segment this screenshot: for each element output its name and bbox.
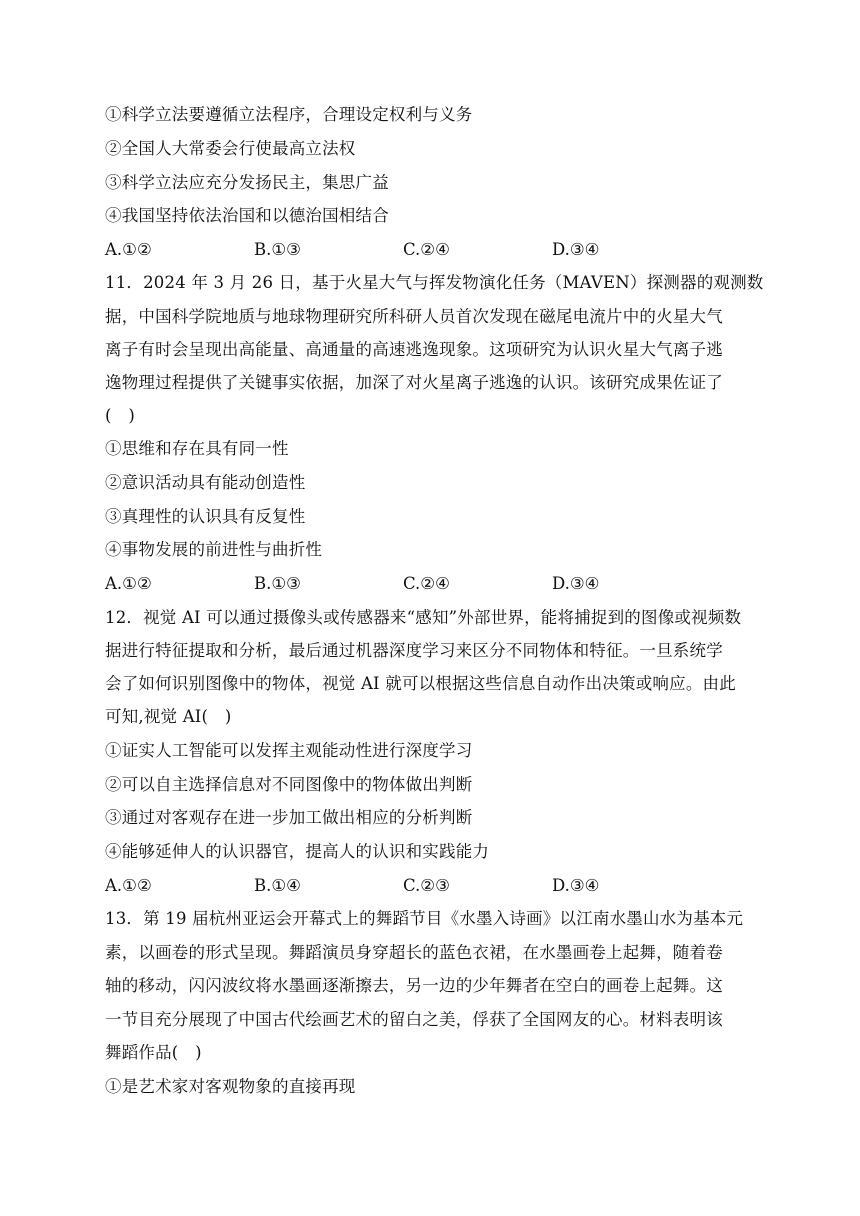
q10-option-2: ②全国人大常委会行使最高立法权 — [105, 139, 356, 158]
q11-option-2: ②意识活动具有能动创造性 — [105, 473, 306, 492]
q11-option-4: ④事物发展的前进性与曲折性 — [105, 540, 323, 559]
q10-choices — [105, 240, 785, 260]
q12-option-3: ③通过对客观存在进一步加工做出相应的分析判断 — [105, 808, 473, 827]
q10-choice-d: D.③④ — [552, 240, 600, 259]
q11-stem-line-4: 逸物理过程提供了关键事实依据，加深了对火星离子逃逸的认识。该研究成果佐证了 — [105, 373, 723, 392]
q11-option-3: ③真理性的认识具有反复性 — [105, 507, 306, 526]
q13-stem-line-4: 一节目充分展现了中国古代绘画艺术的留白之美，俘获了全国网友的心。材料表明该 — [105, 1010, 723, 1029]
q10-choice-a: A.①② — [105, 240, 152, 259]
q13-answer-blank: 舞蹈作品( ) — [105, 1043, 202, 1062]
q11-choice-a: A.①② — [105, 574, 152, 593]
q12-stem-line-1: 12．视觉 AI 可以通过摄像头或传感器来“感知”外部世界，能将捕捉到的图像或视频数 — [105, 608, 742, 627]
q11-choices — [105, 574, 785, 594]
q11-choice-b: B.①③ — [254, 574, 301, 593]
q12-choices — [105, 876, 785, 896]
q12-choice-d: D.③④ — [552, 876, 600, 895]
q12-option-1: ①证实人工智能可以发挥主观能动性进行深度学习 — [105, 741, 473, 760]
q12-stem-line-2: 据进行特征提取和分析，最后通过机器深度学习来区分不同物体和特征。一旦系统学 — [105, 641, 723, 660]
q12-option-4: ④能够延伸人的认识器官，提高人的认识和实践能力 — [105, 842, 490, 861]
q13-option-1: ①是艺术家对客观物象的直接再现 — [105, 1077, 356, 1096]
q12-choice-c: C.②③ — [403, 876, 450, 895]
q13-stem-line-1: 13．第 19 届杭州亚运会开幕式上的舞蹈节目《水墨入诗画》以江南水墨山水为基本元 — [105, 909, 744, 928]
q11-option-1: ①思维和存在具有同一性 — [105, 439, 289, 458]
q12-choice-a: A.①② — [105, 876, 152, 895]
q12-option-2: ②可以自主选择信息对不同图像中的物体做出判断 — [105, 775, 473, 794]
q10-choice-c: C.②④ — [403, 240, 450, 259]
q11-stem-line-2: 据，中国科学院地质与地球物理研究所科研人员首次发现在磁尾电流片中的火星大气 — [105, 307, 723, 326]
q13-stem-line-3: 轴的移动，闪闪波纹将水墨画逐渐擦去，另一边的少年舞者在空白的画卷上起舞。这 — [105, 976, 723, 995]
q12-stem-line-3: 会了如何识别图像中的物体，视觉 AI 就可以根据这些信息自动作出决策或响应。由此 — [105, 674, 736, 693]
q11-stem-line-3: 离子有时会呈现出高能量、高通量的高速逃逸现象。这项研究为认识火星大气离子逃 — [105, 340, 723, 359]
q13-stem-line-2: 素，以画卷的形式呈现。舞蹈演员身穿超长的蓝色衣裙，在水墨画卷上起舞，随着卷 — [105, 943, 723, 962]
q11-stem-line-1: 11．2024 年 3 月 26 日，基于火星大气与挥发物演化任务（MAVEN）探测器的观测数 — [105, 273, 764, 292]
q11-choice-d: D.③④ — [552, 574, 600, 593]
q10-option-3: ③科学立法应充分发扬民主，集思广益 — [105, 173, 389, 192]
q12-stem-line-4: 可知,视觉 AI( ) — [105, 707, 232, 726]
q11-answer-blank: ( ) — [105, 406, 135, 425]
q11-choice-c: C.②④ — [403, 574, 450, 593]
q10-option-4: ④我国坚持依法治国和以德治国相结合 — [105, 206, 389, 225]
q10-option-1: ①科学立法要遵循立法程序，合理设定权利与义务 — [105, 105, 473, 124]
q10-choice-b: B.①③ — [254, 240, 301, 259]
q12-choice-b: B.①④ — [254, 876, 301, 895]
